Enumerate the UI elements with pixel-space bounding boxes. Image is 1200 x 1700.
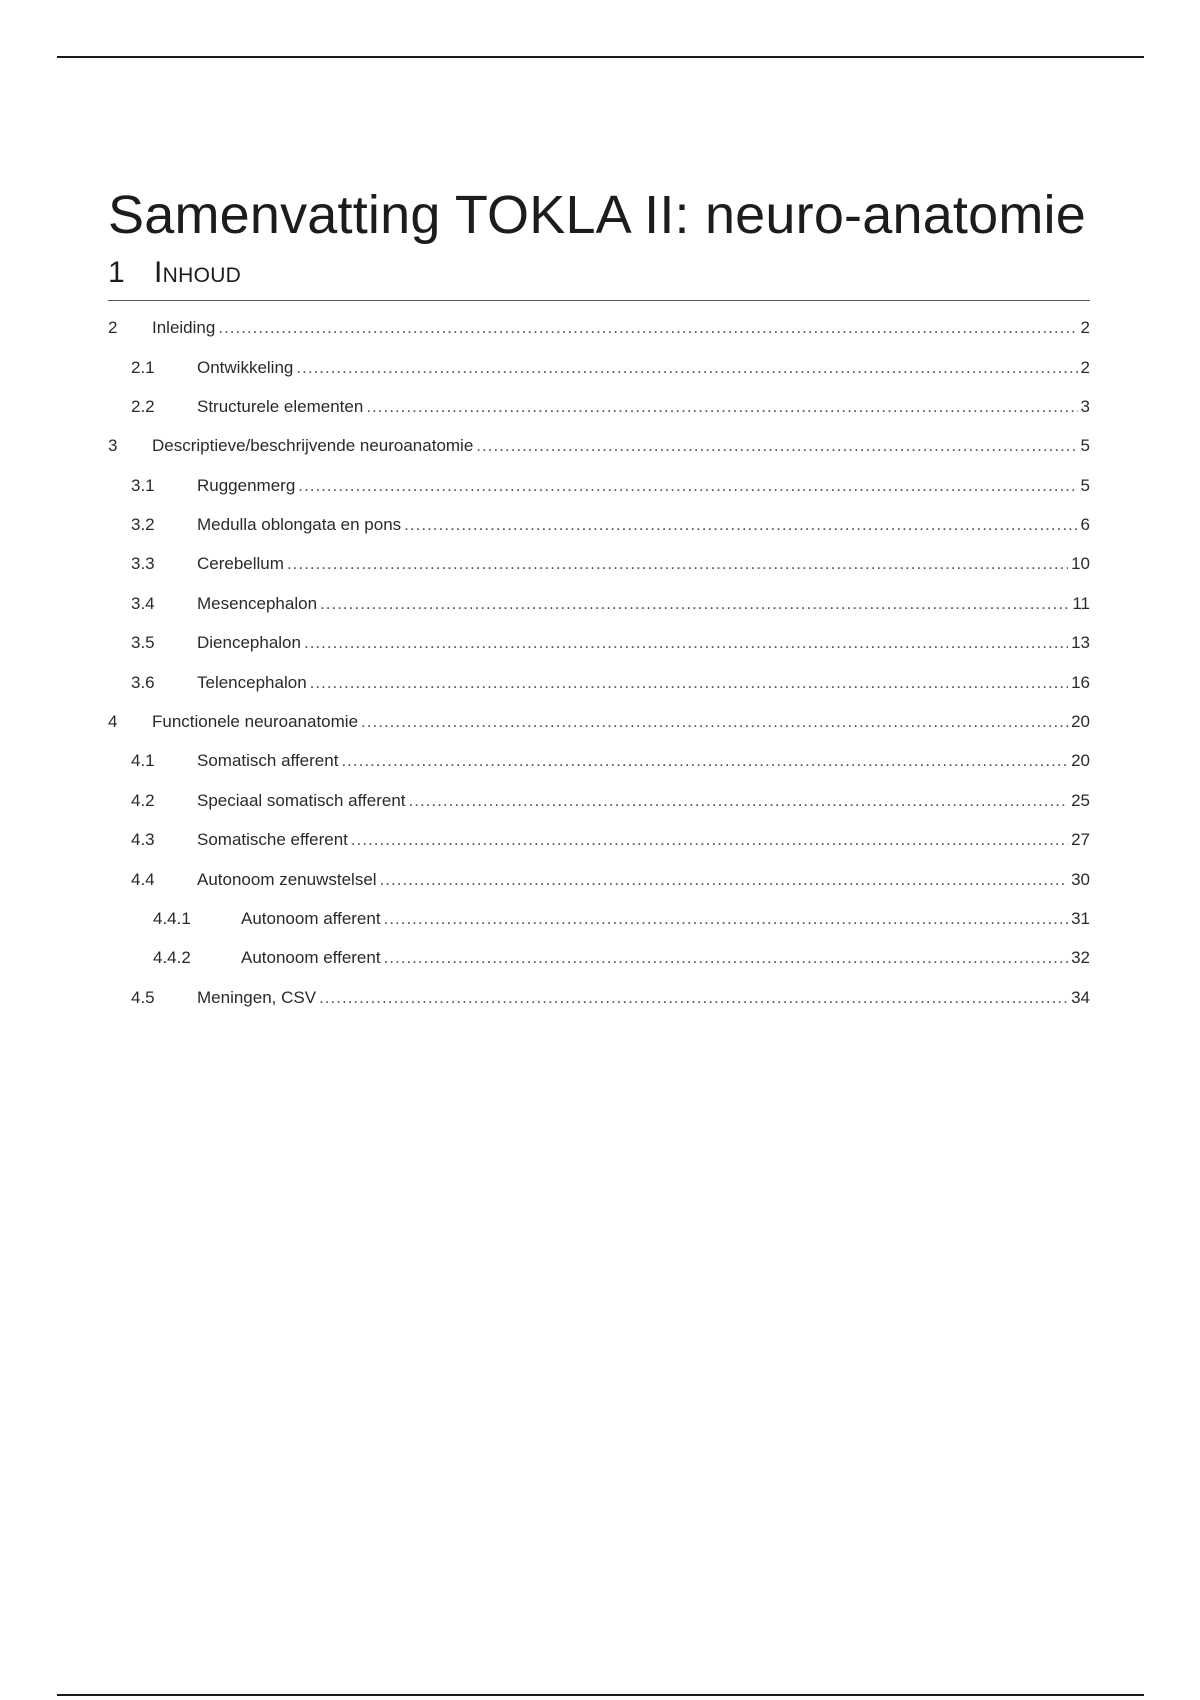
toc-entry-title: Structurele elementen bbox=[197, 397, 364, 416]
toc-entry-page: 30 bbox=[1071, 870, 1090, 889]
toc-entry[interactable] bbox=[131, 476, 1090, 506]
toc-entry-title: Inleiding bbox=[152, 318, 216, 337]
toc-entry-number: 3.3 bbox=[131, 554, 155, 573]
toc-entry-page: 2 bbox=[1080, 318, 1090, 337]
toc-entry-number: 3.4 bbox=[131, 594, 155, 613]
toc-entry-page: 20 bbox=[1071, 712, 1090, 731]
toc-entry[interactable] bbox=[131, 673, 1090, 703]
toc-entry-title: Medulla oblongata en pons bbox=[197, 515, 402, 534]
toc-entry-title: Mesencephalon bbox=[197, 594, 318, 613]
toc-entry[interactable] bbox=[108, 318, 1090, 348]
toc-entry-number: 3.2 bbox=[131, 515, 155, 534]
toc-entry-title: Autonoom zenuwstelsel bbox=[197, 870, 377, 889]
toc-entry-number: 4.4 bbox=[131, 870, 155, 889]
toc-entry-title: Ruggenmerg bbox=[197, 476, 296, 495]
toc-entry[interactable] bbox=[131, 633, 1090, 663]
toc-entry-title: Somatische efferent bbox=[197, 830, 348, 849]
toc-entry-page: 3 bbox=[1080, 397, 1090, 416]
toc-leader-dots bbox=[296, 358, 1077, 378]
toc-entry[interactable] bbox=[131, 594, 1090, 624]
toc-entry[interactable] bbox=[131, 791, 1090, 821]
toc-entry-number: 3.6 bbox=[131, 673, 155, 692]
toc-leader-dots bbox=[218, 318, 1077, 338]
toc-entry-title: Diencephalon bbox=[197, 633, 301, 652]
toc-entry-number: 2.2 bbox=[131, 397, 155, 416]
toc-entry-number: 4.1 bbox=[131, 751, 155, 770]
toc-entry[interactable] bbox=[131, 397, 1090, 427]
toc-entry-number: 4.5 bbox=[131, 988, 155, 1007]
toc-entry-title: Functionele neuroanatomie bbox=[152, 712, 359, 731]
header-rule bbox=[57, 56, 1144, 58]
toc-entry[interactable] bbox=[131, 870, 1090, 900]
toc-entry[interactable] bbox=[153, 909, 1090, 939]
toc-entry-title: Cerebellum bbox=[197, 554, 284, 573]
toc-entry-number: 3 bbox=[108, 436, 118, 455]
toc-entry[interactable] bbox=[108, 712, 1090, 742]
toc-leader-dots bbox=[341, 751, 1068, 771]
toc-entry[interactable] bbox=[108, 436, 1090, 466]
toc-entry[interactable] bbox=[131, 988, 1090, 1018]
toc-heading-number: 1 bbox=[108, 256, 125, 289]
toc-entry-page: 32 bbox=[1071, 948, 1090, 967]
toc-leader-dots bbox=[404, 515, 1077, 535]
toc-entry-page: 5 bbox=[1080, 476, 1090, 495]
toc-entry[interactable] bbox=[131, 751, 1090, 781]
toc-leader-dots bbox=[319, 988, 1068, 1008]
toc-entry-page: 31 bbox=[1071, 909, 1090, 928]
toc-leader-dots bbox=[304, 633, 1068, 653]
toc-leader-dots bbox=[320, 594, 1069, 614]
toc-heading bbox=[108, 252, 1090, 301]
footer-rule bbox=[57, 1694, 1144, 1696]
toc-leader-dots bbox=[409, 791, 1069, 811]
toc-entry-number: 4.2 bbox=[131, 791, 155, 810]
toc-entry-page: 11 bbox=[1072, 594, 1090, 613]
toc-entry-title: Autonoom afferent bbox=[241, 909, 381, 928]
document-title: Samenvatting TOKLA II: neuro-anatomie bbox=[108, 185, 1086, 246]
toc-entry-number: 4.4.1 bbox=[153, 909, 191, 928]
toc-entry-title: Autonoom efferent bbox=[241, 948, 381, 967]
toc-entry-page: 5 bbox=[1080, 436, 1090, 455]
toc-leader-dots bbox=[384, 909, 1069, 929]
toc-entry-page: 27 bbox=[1071, 830, 1090, 849]
toc-entry-title: Ontwikkeling bbox=[197, 358, 294, 377]
toc-leader-dots bbox=[310, 673, 1068, 693]
toc-entry-page: 2 bbox=[1080, 358, 1090, 377]
toc-leader-dots bbox=[380, 870, 1069, 890]
toc-entry-page: 10 bbox=[1071, 554, 1090, 573]
toc-leader-dots bbox=[287, 554, 1068, 574]
toc-entry-title: Telencephalon bbox=[197, 673, 307, 692]
toc-entry[interactable] bbox=[131, 358, 1090, 388]
toc-leader-dots bbox=[351, 830, 1068, 850]
toc-entry-page: 20 bbox=[1071, 751, 1090, 770]
toc-entry-number: 4.3 bbox=[131, 830, 155, 849]
toc-leader-dots bbox=[361, 712, 1068, 732]
toc-leader-dots bbox=[366, 397, 1077, 417]
toc-entry[interactable] bbox=[131, 830, 1090, 860]
toc-entry-page: 6 bbox=[1080, 515, 1090, 534]
toc-entry[interactable] bbox=[131, 515, 1090, 545]
toc-entry-title: Descriptieve/beschrijvende neuroanatomie bbox=[152, 436, 474, 455]
toc-entry-page: 16 bbox=[1071, 673, 1090, 692]
toc-leader-dots bbox=[476, 436, 1077, 456]
toc-entry-number: 2 bbox=[108, 318, 118, 337]
toc-entry-number: 3.1 bbox=[131, 476, 155, 495]
toc-entry-page: 13 bbox=[1071, 633, 1090, 652]
toc-entry-number: 4.4.2 bbox=[153, 948, 191, 967]
toc-entry-number: 3.5 bbox=[131, 633, 155, 652]
toc-entry-title: Speciaal somatisch afferent bbox=[197, 791, 406, 810]
toc-entry-number: 4 bbox=[108, 712, 118, 731]
toc-leader-dots bbox=[384, 948, 1069, 968]
toc-leader-dots bbox=[298, 476, 1077, 496]
toc-entry-page: 25 bbox=[1071, 791, 1090, 810]
toc-entry[interactable] bbox=[153, 948, 1090, 978]
toc-entry-number: 2.1 bbox=[131, 358, 155, 377]
toc-entry-title: Somatisch afferent bbox=[197, 751, 339, 770]
toc-entry-page: 34 bbox=[1071, 988, 1090, 1007]
toc-entry[interactable] bbox=[131, 554, 1090, 584]
toc-heading-label: Inhoud bbox=[154, 256, 242, 289]
toc-entry-title: Meningen, CSV bbox=[197, 988, 317, 1007]
